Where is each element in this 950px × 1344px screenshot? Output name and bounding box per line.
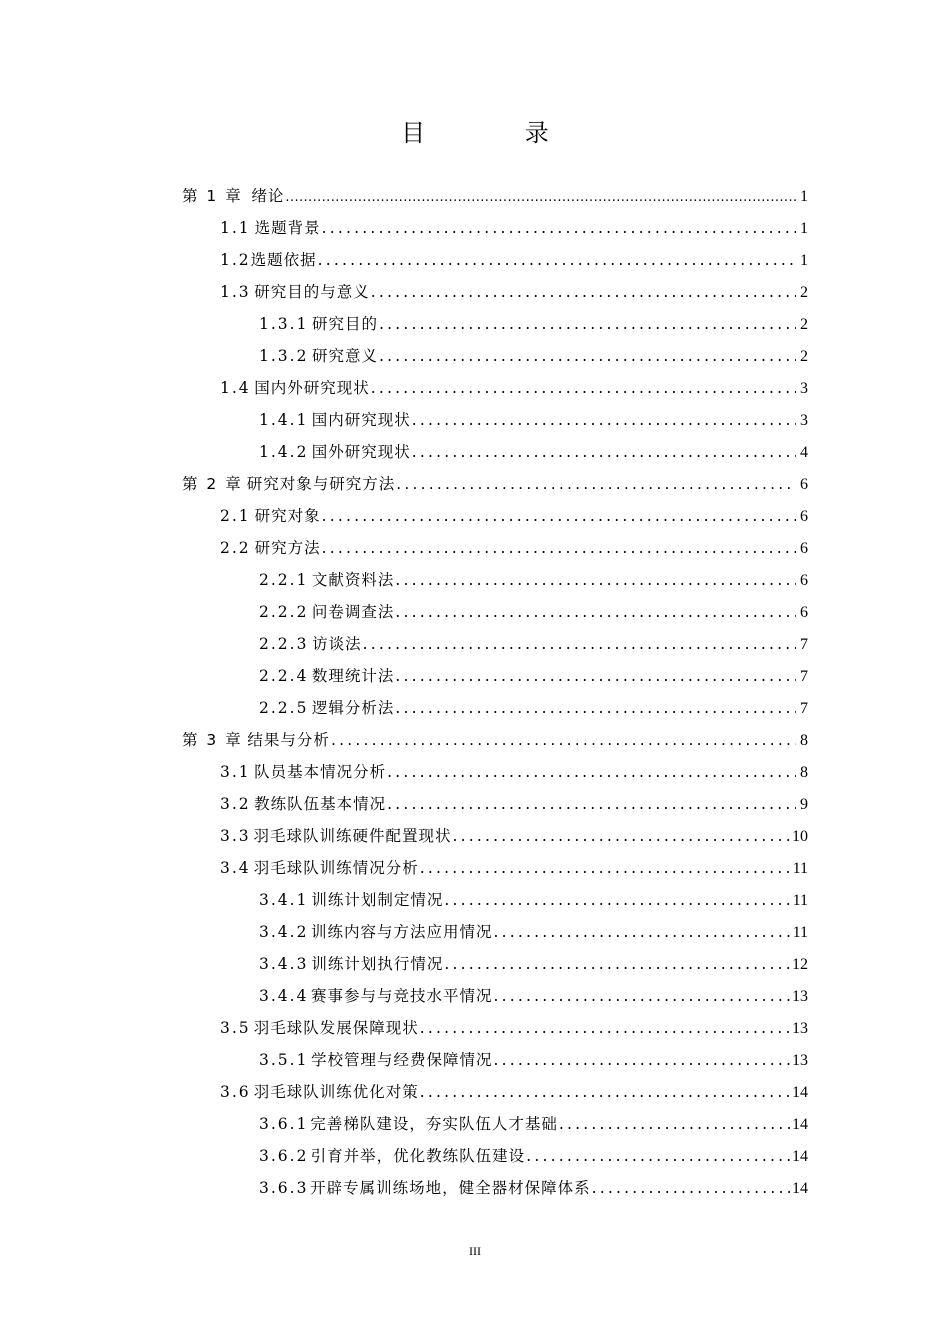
toc-entry-number: 1.3.2 [259,347,309,365]
toc-section-entry[interactable] [182,948,808,980]
toc-dot-leader [395,692,796,724]
toc-entry-number: 2.2 [220,539,251,557]
toc-section-entry[interactable] [182,628,808,660]
toc-section-entry[interactable] [182,852,808,884]
toc-entry-title: 开辟专属训练场地，健全器材保障体系 [310,1179,591,1197]
toc-dot-leader [395,564,796,596]
toc-page-number: 4 [800,444,808,461]
toc-section-entry[interactable] [182,244,808,276]
toc-page-number: 13 [792,1052,808,1069]
toc-section-entry[interactable] [182,340,808,372]
toc-dot-leader [420,1076,790,1108]
toc-entry-number: 2.2.1 [259,571,309,589]
toc-entry-number: 3.4.3 [259,955,309,973]
toc-dot-leader [322,532,796,564]
toc-section-entry[interactable] [182,212,808,244]
toc-page-number: 1 [800,220,808,237]
toc-entry-title: 文献资料法 [311,571,395,589]
toc-entry-title: 问卷调查法 [311,603,395,621]
toc-page-number: 14 [792,1180,808,1197]
toc-section-entry[interactable] [182,1012,808,1044]
toc-section-entry[interactable] [182,1140,808,1172]
toc-section-entry[interactable] [182,1044,808,1076]
toc-page-number: 6 [800,540,808,557]
toc-section-entry[interactable] [182,372,808,404]
toc-entry-number: 3.6.2 [259,1147,309,1165]
toc-entry-title: 选题背景 [254,219,321,237]
toc-title: 目 录 [401,119,595,147]
toc-entry-title: 访谈法 [312,635,362,653]
toc-entry-number: 3.4 [220,859,251,877]
toc-entry-title: 羽毛球队训练情况分析 [253,859,419,877]
toc-entry-number: 2.2.4 [259,667,309,685]
toc-dot-leader [493,916,790,948]
toc-page-number: 13 [792,1020,808,1037]
toc-dot-leader [322,500,796,532]
toc-entry-title: 研究对象与研究方法 [246,475,396,493]
toc-page-number: 6 [800,508,808,525]
toc-page-number: 8 [800,764,808,781]
toc-entry-title: 逻辑分析法 [311,699,395,717]
toc-dot-leader [379,340,796,372]
toc-entry-title: 选题依据 [250,251,317,269]
toc-entry-number: 1.4.2 [259,443,309,461]
toc-entry-number: 3.6 [220,1083,251,1101]
toc-entry-number: 3.6.1 [259,1115,309,1133]
toc-section-entry[interactable] [182,820,808,852]
toc-page-number: 14 [792,1148,808,1165]
toc-dot-leader [453,820,790,852]
toc-section-entry[interactable] [182,692,808,724]
toc-entry-title: 引育并举，优化教练队伍建设 [310,1147,526,1165]
toc-entry-number: 1.4.1 [259,411,309,429]
toc-entry-number: 1.2 [220,251,251,269]
toc-page-number: 7 [800,636,808,653]
toc-page-number: 3 [800,380,808,397]
toc-dot-leader [559,1108,790,1140]
toc-section-entry[interactable] [182,596,808,628]
toc-entry-number: 3.2 [220,795,251,813]
toc-entry-number: 2.2.3 [259,635,309,653]
toc-entry-title: 教练队伍基本情况 [254,795,387,813]
toc-entry-number: 1.3.1 [259,315,309,333]
toc-dot-leader [331,724,796,756]
toc-page-number: 11 [792,860,808,877]
toc-page-number: 14 [792,1116,808,1133]
toc-entry-title: 训练计划执行情况 [311,955,444,973]
toc-entry-number: 第 1 章 [182,187,243,205]
toc-section-entry[interactable] [182,532,808,564]
toc-section-entry[interactable] [182,660,808,692]
toc-page-number: 2 [800,316,808,333]
toc-entry-number: 2.2.5 [259,699,309,717]
toc-page-number: 10 [792,828,808,845]
toc-entry-title: 绪论 [251,187,285,205]
toc-dot-leader [444,948,790,980]
toc-page-number: 6 [800,476,808,493]
toc-entry-number: 第 3 章 [182,731,243,749]
toc-section-entry[interactable] [182,756,808,788]
toc-section-entry[interactable] [182,916,808,948]
toc-page-number: 11 [792,892,808,909]
toc-entry-number: 1.4 [220,379,251,397]
toc-entry-title: 学校管理与经费保障情况 [310,1051,493,1069]
toc-entry-number: 1.1 [220,219,251,237]
toc-page-number: 6 [800,572,808,589]
toc-page-number: 7 [800,700,808,717]
toc-entry-title: 国内研究现状 [311,411,411,429]
toc-chapter-entry[interactable] [182,468,808,500]
toc-entry-title: 赛事参与与竞技水平情况 [310,987,493,1005]
toc-dot-leader [395,660,796,692]
toc-section-entry[interactable] [182,436,808,468]
toc-entry-title: 国外研究现状 [311,443,411,461]
toc-entry-title: 研究意义 [311,347,378,365]
toc-dot-leader [420,852,791,884]
toc-dot-leader [285,182,796,214]
toc-section-entry[interactable] [182,1076,808,1108]
toc-entry-number: 3.5.1 [259,1051,309,1069]
toc-entry-number: 3.4.1 [259,891,309,909]
toc-dot-leader [395,596,796,628]
toc-dot-leader [444,884,790,916]
toc-entry-number: 3.5 [220,1019,251,1037]
toc-entry-number: 3.1 [220,763,251,781]
toc-page-number: 9 [800,796,808,813]
toc-section-entry[interactable] [182,500,808,532]
toc-chapter-entry[interactable] [182,180,808,212]
toc-section-entry[interactable] [182,1108,808,1140]
toc-page-number: 1 [800,188,808,205]
toc-dot-leader [379,308,796,340]
toc-dot-leader [371,372,796,404]
toc-section-entry[interactable] [182,276,808,308]
toc-dot-leader [412,436,796,468]
toc-entry-title: 训练计划制定情况 [311,891,444,909]
toc-page-number: 1 [800,252,808,269]
page-number: III [469,1244,481,1258]
toc-page-number: 2 [800,348,808,365]
toc-section-entry[interactable] [182,564,808,596]
toc-section-entry[interactable] [182,788,808,820]
toc-dot-leader [363,628,796,660]
toc-dot-leader [526,1140,790,1172]
toc-dot-leader [493,1044,790,1076]
toc-entry-title: 羽毛球队训练优化对策 [253,1083,419,1101]
toc-section-entry[interactable] [182,1172,808,1204]
toc-entry-title: 结果与分析 [247,731,330,749]
toc-entry-number: 2.2.2 [259,603,309,621]
toc-page-number: 6 [800,604,808,621]
toc-dot-leader [371,276,796,308]
toc-entry-number: 第 2 章 [182,475,243,493]
toc-page-number: 12 [792,956,808,973]
toc-dot-leader [493,980,790,1012]
toc-section-entry[interactable] [182,308,808,340]
toc-dot-leader [592,1172,790,1204]
toc-page-number: 8 [800,732,808,749]
toc-entry-title: 训练内容与方法应用情况 [310,923,493,941]
toc-dot-leader [412,404,796,436]
toc-entry-title: 研究对象 [254,507,321,525]
toc-entry-number: 1.3 [220,283,251,301]
toc-section-entry[interactable] [182,404,808,436]
toc-entry-number: 3.4.2 [259,923,309,941]
toc-entry-title: 完善梯队建设，夯实队伍人才基础 [310,1115,558,1133]
toc-entry-title: 国内外研究现状 [254,379,370,397]
toc-entry-title: 队员基本情况分析 [254,763,387,781]
toc-dot-leader [387,788,796,820]
toc-page-number: 14 [792,1084,808,1101]
toc-entry-title: 研究目的 [311,315,378,333]
toc-entry-title: 研究方法 [254,539,321,557]
toc-entry-title: 数理统计法 [311,667,395,685]
toc-dot-leader [387,756,796,788]
toc-entry-title: 研究目的与意义 [254,283,370,301]
toc-dot-leader [396,468,796,500]
toc-chapter-entry[interactable] [182,724,808,756]
toc-entry-number: 3.6.3 [259,1179,309,1197]
toc-entry-number: 2.1 [220,507,251,525]
toc-section-entry[interactable] [182,884,808,916]
table-of-contents [182,180,808,1204]
toc-dot-leader [318,244,796,276]
toc-page-number: 2 [800,284,808,301]
toc-section-entry[interactable] [182,980,808,1012]
toc-dot-leader [420,1012,790,1044]
toc-page-number: 13 [792,988,808,1005]
toc-page-number: 11 [792,924,808,941]
toc-entry-title: 羽毛球队发展保障现状 [253,1019,419,1037]
toc-entry-number: 3.4.4 [259,987,309,1005]
toc-entry-number: 3.3 [220,827,251,845]
toc-page-number: 3 [800,412,808,429]
toc-dot-leader [322,212,796,244]
toc-entry-title: 羽毛球队训练硬件配置现状 [253,827,452,845]
toc-page-number: 7 [800,668,808,685]
